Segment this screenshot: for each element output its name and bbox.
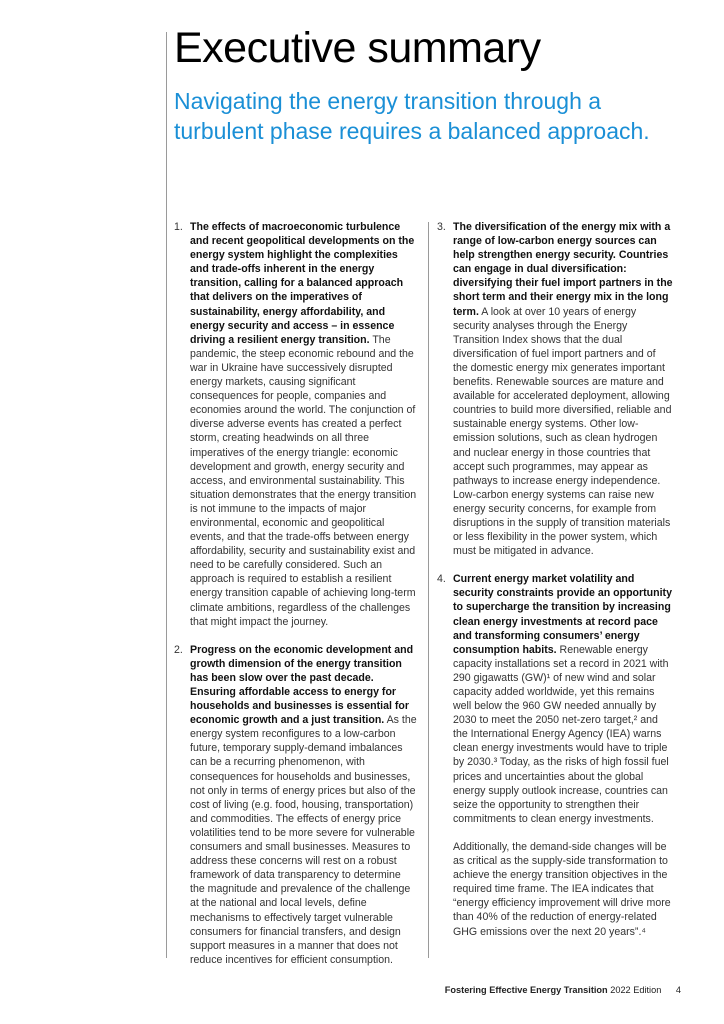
summary-item-3 <box>437 220 673 558</box>
item-paragraph <box>190 643 418 967</box>
item-extra-paragraph: Additionally, the demand-side changes will be as critical as the supply-side transformation to achieve the energy transition objectives in the required time frame. The IEA indicates that “energy efficiency improvement will drive more than 40% of the reduction of energy-related GHG emissions over the next 20 years”.⁴ <box>453 840 671 938</box>
page-title: Executive summary <box>174 24 541 72</box>
item-paragraph <box>190 220 418 629</box>
summary-item-2 <box>174 643 418 967</box>
footer-edition: 2022 Edition <box>610 985 662 995</box>
item-body-text: Renewable energy capacity installations set a record in 2021 with 290 gigawatts (GW)¹ of new wind and solar capacity added worldwide, yet this remains well below the 960 GW needed annually by 2030 to meet the 2050 net-zero target,² and the International Energy Agency (IEA) warns clean energy investments would have to triple by 2030.³ Today, as the risks of high fossil fuel prices and uncertainties about the global energy supply outlook increase, countries can seize the opportunity to strengthen their commitments to clean energy investments. <box>453 643 669 825</box>
item-paragraph <box>453 220 673 558</box>
page-footer <box>445 985 681 995</box>
column-divider <box>428 222 429 958</box>
item-number: 4. <box>437 573 446 586</box>
footer-report-title: Fostering Effective Energy Transition <box>444 985 608 995</box>
item-bold-lead: Progress on the economic development and growth dimension of the energy transition has been slow over the past decade. Ensuring affordable access to energy for households and businesses is essential for economic growth and a just transition. <box>190 643 414 727</box>
item-paragraph <box>453 572 673 826</box>
item-body-text: As the energy system reconfigures to a low-carbon future, temporary supply-demand imbalances can be a recurring phenomenon, with consequences for households and businesses, not only in terms of energy prices but also of the cost of living (e.g. food, housing, transportation) and commodities. The effects of energy price volatilities tend to be more severe for vulnerable consumers and small businesses. Measures to address these concerns will rest on a robust framework of data transparency to determine the magnitude and prevalence of the challenge at the national and local levels, define mechanisms to effectively target vulnerable consumers for financial transfers, and design support measures in a manner that does not reduce incentives for efficient consumption. <box>190 714 417 966</box>
left-column <box>174 220 418 967</box>
page-number: 4 <box>675 985 681 995</box>
left-rule <box>166 32 167 958</box>
summary-item-4 <box>437 572 673 938</box>
item-bold-lead: The effects of macroeconomic turbulence and recent geopolitical developments on the energy system highlight the complexities and trade-offs inherent in the energy transition, calling for a balanced approach that delivers on the imperatives of sustainability, energy affordability, and energy security and access – in essence driving a resilient energy transition. <box>190 221 415 346</box>
item-number: 1. <box>174 221 183 233</box>
item-body-text: A look at over 10 years of energy security analyses through the Energy Transition Index shows that the dual diversification of fuel import partners and of the domestic energy mix generates important benefits. Renewable sources are mature and available for accelerated deployment, allowing countries to build more diversified, reliable and sustainable energy systems. Other low-emission solutions, such as clean hydrogen and nuclear energy in those countries that accept such programmes, may appear as pathways to increase energy independence. Low-carbon energy systems can raise new energy security concerns, for example from disruptions in the supply of transition materials or less flexibility in the power system, which must be mitigated in advance. <box>453 305 672 558</box>
page-subtitle: Navigating the energy transition through a turbulent phase requires a balanced approach. <box>174 88 650 144</box>
item-bold-lead: The diversification of the energy mix with a range of low-carbon energy sources can help strengthen energy security. Countries can engage in dual diversification: diversifying their fuel import partners in the short term and their energy mix in the long term. <box>453 221 673 318</box>
item-number: 2. <box>174 643 183 656</box>
summary-item-1 <box>174 220 418 629</box>
item-body-text: The pandemic, the steep economic rebound and the war in Ukraine have successively disrupted energy markets, causing significant consequences for people, companies and economies around the world. The conjunction of diverse adverse events has created a perfect storm, creating headwinds on all three imperatives of the energy triangle: economic development and growth, energy security and access, and environmental sustainability. This situation demonstrates that the energy transition is not immune to the impacts of major environmental, economic and geopolitical events, and that the trade-offs between energy affordability, security and sustainability exist and need to be carefully considered. Such an approach is required to establish a resilient energy transition capable of achieving long-term climate ambitions, regardless of the challenges that might impact the journey. <box>190 333 417 628</box>
item-bold-lead: Current energy market volatility and security constraints provide an opportunity to supercharge the transition by increasing clean energy investments at record pace and transforming consumers’ energy consumption habits. <box>453 573 672 656</box>
item-number: 3. <box>437 221 446 233</box>
right-column <box>437 220 673 939</box>
